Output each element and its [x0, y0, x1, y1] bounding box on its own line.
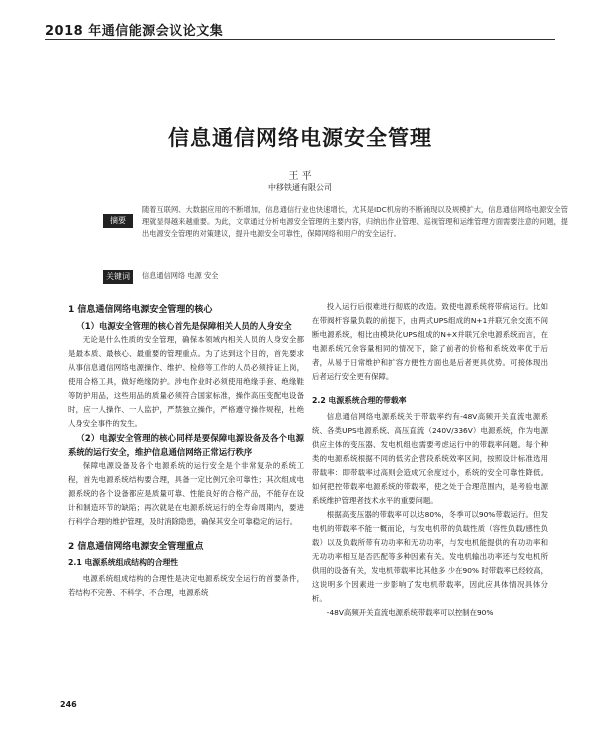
running-header: 2018 年通信能源会议论文集 [45, 24, 224, 39]
subheading-1-2: （2）电源安全管理的核心同样是要保障电源设备及各个电源系统的运行安全，维护信息通信网络正常运行秩序 [68, 433, 304, 457]
paragraph: 保障电源设备及各个电源系统的运行安全是个非常复杂的系统工程，首先电源系统结构要合理，具备一定比例冗余可靠性；其次组成电源系统的各个设备都应是质量可靠、性能良好的合格产品，不能存在设计和制造环节的缺陷；再次就是在电源系统运行的全寿命周期内，要进行科学合理的维护管理，及时消除隐患，确保其安全可靠稳定的运行。 [68, 461, 304, 526]
affiliation: 中移铁通有限公司 [268, 183, 332, 192]
left-column [68, 300, 304, 600]
paragraph: 信息通信网络电源系统关于带载率约有-48V高频开关直流电源系统、各类UPS电源系统、高压直流（240V/336V）电源系统，作为电源供应主体的变压器、发电机组也需要考虑运行中的带载率问题。每个种类的电源系统根据不同的低劣企营段系统效率区间，按照设计标准选用带载率：即带载率过高则会造成冗余度过小，系统的安全可靠性降低。如何把控带载率电源系统的带载率，使之处于合理范围内，是考验电源系统维护管理者技术水平的重要问题。 [312, 412, 548, 505]
section-1-heading: 1 信息通信网络电源安全管理的核心 [68, 305, 213, 315]
section-2-1-heading: 2.1 电源系统组成结构的合理性 [68, 558, 179, 567]
page-number: 246 [60, 700, 77, 709]
author: 王 平 [288, 171, 312, 182]
spacer [68, 529, 304, 537]
section-2-2-heading: 2.2 电源系统合理的带载率 [312, 396, 407, 405]
section-2-heading: 2 信息通信网络电源安全管理重点 [68, 542, 204, 552]
abstract-text: 随着互联网、大数据应用的不断增加，信息通信行业也快速增长，尤其是IDC机房的不断涌现以及规模扩大，信息通信网络电源安全管理就显得越来越重要。为此，文章通过分析电源安全管理的主要内容，归纳出作业管理、巡视管理和运维管理方面需要注意的问题，提出电源安全管理的对策建议，提升电源安全可靠性，保障网络和用户的安全运行。 [142, 205, 568, 238]
paragraph: -48V高频开关直流电源系统带载率可以控制在90% [326, 608, 494, 617]
paper-title: 信息通信网络电源安全管理 [168, 126, 432, 150]
spacer [312, 384, 548, 392]
paragraph: 电源系统组成结构的合理性是决定电源系统安全运行的首要条件，若结构不完善、不科学、不合理，电源系统 [68, 574, 304, 597]
keywords-tag: 关键词 [103, 270, 133, 284]
keywords-text: 信息通信网络 电源 安全 [142, 271, 219, 280]
abstract-tag: 摘要 [103, 214, 133, 228]
header-divider [45, 39, 555, 40]
subheading-1-1: （1）电源安全管理的核心首先是保障相关人员的人身安全 [76, 321, 292, 331]
paragraph: 根据高变压器的带载率可以达80%，冬季可以90%带载运行。但发电机的带载率不能一概而论，与发电机带的负载性质（容性负载/感性负载）以及负载所带有功功率和无功功率，与发电机能提供的有功功率和无功功率相互是否匹配等多种因素有关。发电机输出功率还与发电机所供用的设备有关，发电机带载率比其他多 少在90% 时带载率已经较高，这说明多个因素进一步影响了发电机带载率，因此应具体情况具体分析。 [312, 510, 548, 603]
paragraph: 投入运行后很难进行彻底的改造。致使电源系统将带病运行。比如在带阀杆容量负载的前提下，由两式UPS组成的N+1并联冗余交流不间断电源系统，相比由模块化UPS组成的N+X并联冗余电源系统而言，在电源系统冗余容量相同的情况下，除了前者的价格和系统效率优于后者，从易于日常维护和扩容方便性方面也是后者更具优势。可接体现出后者运行安全更有保障。 [312, 302, 548, 381]
paragraph: 无论是什么性质的安全管理，确保本领域内相关人员的人身安全都是最本质、最核心、最重要的管理重点。为了达到这个目的，首先要求从事信息通信网络电源操作、维护、检修等工作的人员必须持证上岗，使用合格工具，做好绝缘防护。涉电作业时必须使用绝缘手套、绝缘鞋等防护用品，这些用品的质量必须符合国家标准，操作高压变配电设备时，应一人操作、一人监护，严禁独立操作，严格遵守操作规程，杜绝人身安全事件的发生。 [68, 335, 304, 428]
right-column [312, 300, 548, 620]
